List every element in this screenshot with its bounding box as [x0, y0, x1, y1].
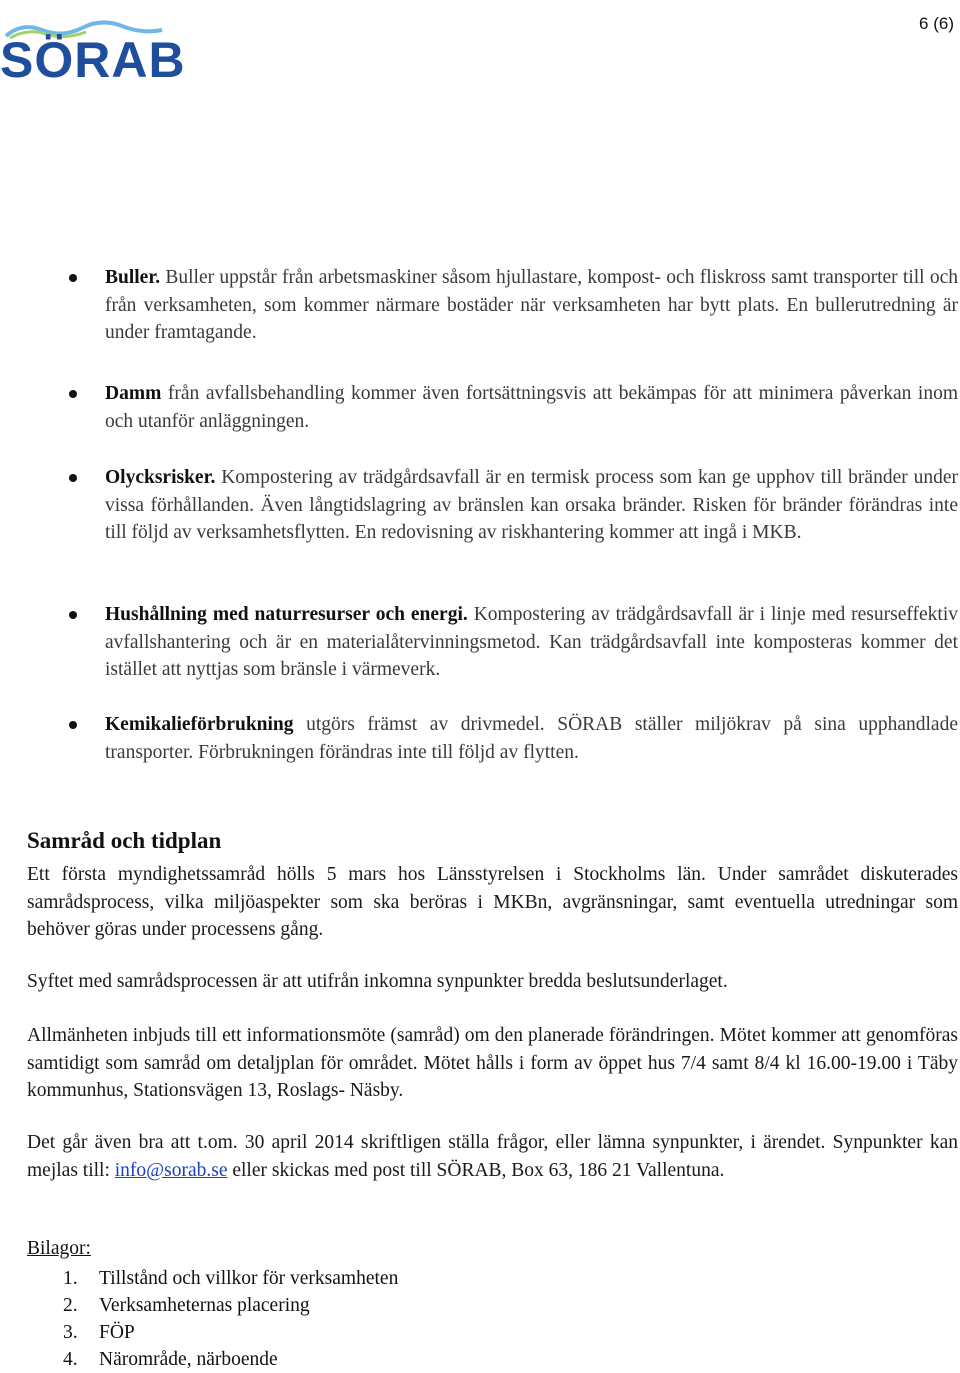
bullet-icon: [69, 274, 77, 282]
bullet-title: Hushållning med naturresurser och energi.: [105, 604, 468, 625]
bullet-text: utgörs främst av drivmedel. SÖRAB ställer miljökrav på sina upphandlade transporter. Förbrukningen förändras inte till följd av flytten.: [105, 714, 958, 763]
sorab-logo: [0, 18, 186, 88]
paragraph-text: Det går även bra att t.om. 30 april 2014 skriftligen ställa frågor, eller lämna synpunkter, i ärendet. Synpunkter kan mejlas till:: [27, 1132, 958, 1181]
bullet-icon: [69, 721, 77, 729]
bullet-item-olycksrisker: [0, 464, 960, 547]
list-number: 4.: [63, 1349, 78, 1370]
bullet-title: Kemikalieförbrukning: [105, 714, 294, 735]
bullet-title: Olycksrisker.: [105, 467, 216, 488]
list-label: Tillstånd och villkor för verksamheten: [99, 1268, 399, 1289]
list-label: Verksamheternas placering: [99, 1295, 310, 1316]
bullet-item-kemikalie: [0, 711, 960, 766]
bullet-item-buller: [0, 264, 960, 347]
list-number: 2.: [63, 1295, 78, 1316]
paragraph-allmanheten: Allmänheten inbjuds till ett informationsmöte (samråd) om den planerade förändringen. Mötet kommer att genomföras samtidigt som samråd om detaljplan för området. Mötet hålls i form av öppet hus 7/4 samt 8/4 kl 16.00-19.00 i Täby kommunhus, Stationsvägen 13, Roslags- Näsby.: [27, 1025, 958, 1101]
list-number: 3.: [63, 1322, 78, 1343]
list-label: FÖP: [99, 1322, 135, 1343]
list-number: 1.: [63, 1268, 78, 1289]
email-link[interactable]: info@sorab.se: [114, 1159, 228, 1181]
list-item: [63, 1265, 398, 1292]
bullet-item-damm: [0, 380, 960, 435]
list-item: [63, 1319, 398, 1346]
section-heading: Samråd och tidplan: [27, 828, 222, 853]
bullet-text: Kompostering av trädgårdsavfall är i linje med resurseffektiv avfallshantering och är en materialåtervinningsmetod. Kan trädgårdsavfall inte komposteras kommer det istället att nyttjas som bränsle i värmeverk.: [105, 604, 959, 680]
attachments-list: [63, 1265, 398, 1373]
bullet-title: Buller.: [105, 267, 161, 288]
paragraph-synpunkter: [27, 1129, 958, 1184]
logo-text: SÖRAB: [0, 32, 186, 88]
attachments-heading: Bilagor:: [27, 1238, 91, 1259]
bullet-text: Buller uppstår från arbetsmaskiner såsom hjullastare, kompost- och fliskross samt transporter till och från verksamheten, som kommer närmare bostäder när verksamheten har bytt plats. En bullerutredning är under framtagande.: [105, 267, 958, 343]
bullet-title: Damm: [105, 383, 162, 404]
bullet-text: från avfallsbehandling kommer även fortsättningsvis att bekämpas för att minimera påverkan inom och utanför anläggningen.: [105, 383, 958, 432]
list-label: Närområde, närboende: [99, 1349, 278, 1370]
bullet-icon: [69, 390, 77, 398]
paragraph-syfte: Syftet med samrådsprocessen är att utifrån inkomna synpunkter bredda beslutsunderlaget.: [27, 971, 728, 992]
bullet-text: Kompostering av trädgårdsavfall är en termisk process som kan ge upphov till bränder under vissa förhållanden. Även långtidslagring av bränslen kan orsaka bränder. Risken för bränder förändras inte till följd av verksamhetsflytten. En redovisning av riskhantering kommer att ingå i MKB.: [105, 467, 958, 543]
bullet-icon: [69, 611, 77, 619]
bullet-icon: [69, 474, 77, 482]
bullet-item-hushallning: [0, 601, 960, 684]
page-number: 6 (6): [919, 14, 954, 33]
paragraph-text: eller skickas med post till SÖRAB, Box 63, 186 21 Vallentuna.: [227, 1159, 725, 1181]
paragraph-samrad: Ett första myndighetssamråd hölls 5 mars hos Länsstyrelsen i Stockholms län. Under samrådet diskuterades samrådsprocess, vilka miljöaspekter som ska beröras i MKBn, avgränsningar, samt eventuella utredningar som behöver göras under processens gång.: [27, 864, 958, 940]
list-item: [63, 1292, 398, 1319]
